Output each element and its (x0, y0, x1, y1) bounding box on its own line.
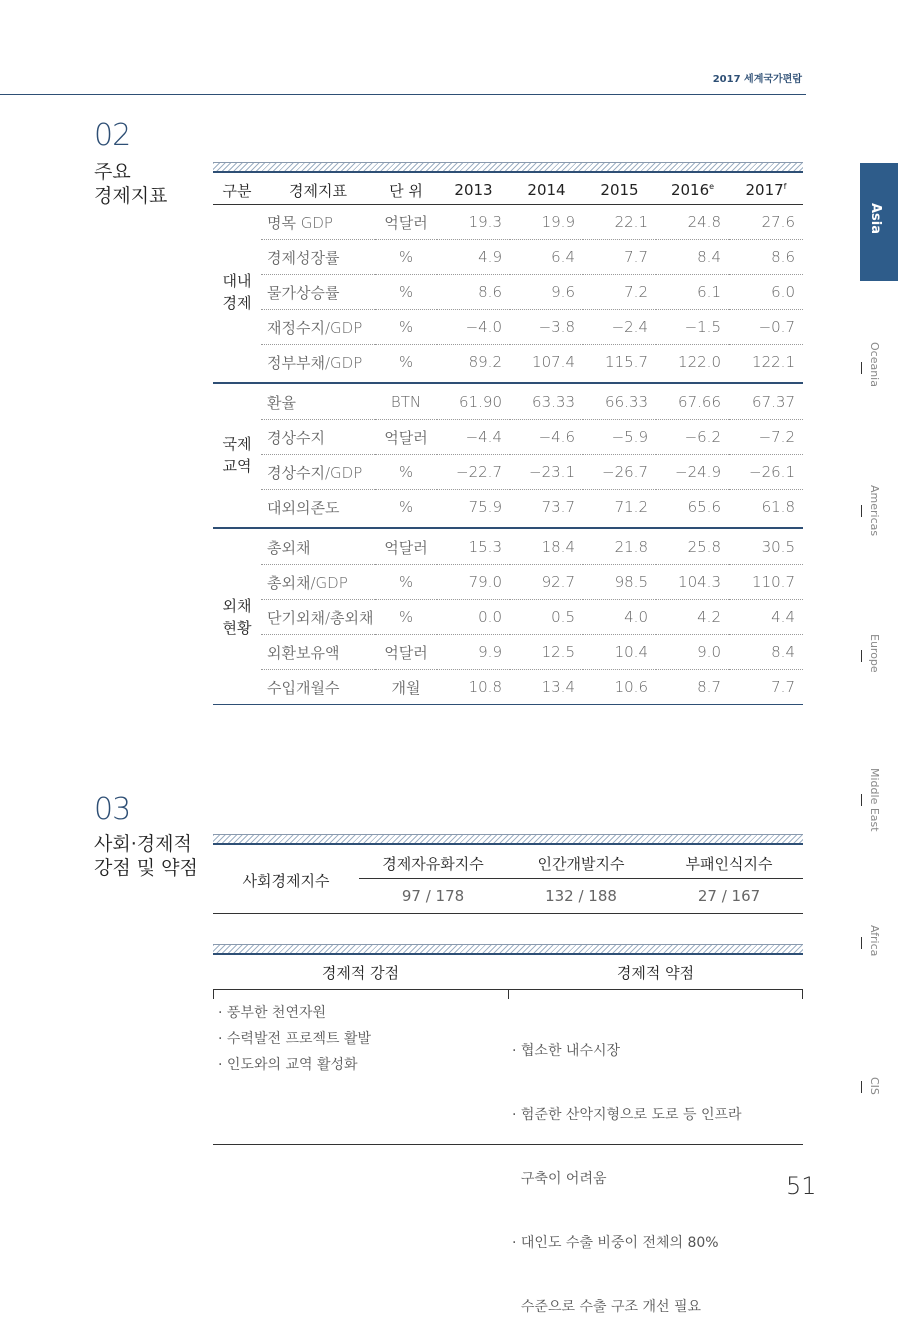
value-cell: 104.3 (656, 565, 729, 600)
tab-label: Asia (868, 203, 883, 235)
group-label (213, 530, 261, 705)
table-row (213, 345, 803, 380)
value-cell: 30.5 (729, 530, 803, 565)
value-cell: 10.8 (468, 678, 502, 696)
column-header: 2013 (437, 176, 510, 205)
value-cell: −3.8 (510, 310, 583, 345)
book-title: 2017 세계국가편람 (712, 74, 802, 85)
page-number: 51 (786, 1172, 817, 1200)
value-cell: 9.9 (437, 635, 510, 670)
value-cell: 65.6 (687, 498, 721, 516)
value-cell: 7.7 (771, 678, 795, 696)
value-cell: 0.5 (510, 600, 583, 635)
unit-cell: % (375, 565, 437, 600)
forecast-mark: f (783, 182, 787, 191)
value-cell: 75.9 (468, 498, 502, 516)
value-cell: 4.4 (729, 600, 803, 635)
strengths-title: 경제적 강점 (321, 964, 400, 982)
unit-cell: 억달러 (375, 420, 437, 455)
value-cell: 12.5 (510, 635, 583, 670)
value-cell: 110.7 (729, 565, 803, 600)
unit-cell: 개월 (391, 678, 421, 697)
table-row (213, 310, 803, 345)
value-cell: 22.1 (583, 205, 656, 240)
value-cell: 6.1 (656, 275, 729, 310)
value-cell: 10.6 (614, 678, 648, 696)
table-row (213, 490, 803, 525)
unit-cell: % (398, 498, 414, 516)
social-index-table (213, 848, 803, 914)
value-cell: 8.6 (437, 275, 510, 310)
value-cell: 115.7 (605, 353, 648, 371)
strengths-list (218, 1000, 503, 1078)
tab-africa[interactable]: Africa (868, 925, 881, 957)
tab-asia[interactable] (860, 163, 898, 281)
group-label-line: 현황 (222, 619, 252, 637)
table-row (213, 385, 803, 420)
value-cell: 21.8 (583, 530, 656, 565)
column-header: 2014 (510, 176, 583, 205)
list-item: 구축이 어려움 (512, 1171, 607, 1187)
table-top-rule (213, 171, 803, 173)
column-header: 2015 (583, 176, 656, 205)
estimate-mark: e (709, 182, 715, 191)
indicator-cell: 환율 (261, 385, 375, 420)
value-cell: 71.2 (614, 498, 648, 516)
value-cell: −0.7 (729, 310, 803, 345)
table-row (213, 565, 803, 600)
tab-oceania[interactable]: Oceania (868, 342, 881, 387)
value-cell: 19.3 (437, 205, 510, 240)
list-item: · 대인도 수출 비중이 전체의 80% (512, 1235, 719, 1251)
tab-middle-east[interactable]: Middle East (868, 768, 881, 832)
year-label: 2017 (745, 181, 784, 199)
indicator-cell: 단기외채/총외채 (261, 600, 375, 635)
group-label-line: 대내 (222, 272, 252, 290)
column-header: 구분 (213, 176, 261, 205)
index-value: 132 / 188 (507, 879, 655, 914)
value-cell: 61.90 (437, 385, 510, 420)
value-cell: 66.33 (583, 385, 656, 420)
weaknesses-title: 경제적 약점 (616, 964, 695, 982)
value-cell: −1.5 (656, 310, 729, 345)
indicator-cell: 총외채/GDP (261, 565, 375, 600)
index-label: 경제자유화지수 (359, 848, 507, 879)
value-cell: 25.8 (656, 530, 729, 565)
value-cell: 6.0 (729, 275, 803, 310)
value-cell: −22.7 (437, 455, 510, 490)
sw-tick (508, 989, 509, 999)
value-cell: 6.4 (510, 240, 583, 275)
value-cell: 0.0 (437, 600, 510, 635)
indicator-cell: 대외의존도 (267, 498, 340, 517)
social-top-rule (213, 843, 803, 845)
table-row (213, 240, 803, 275)
value-cell: 63.33 (510, 385, 583, 420)
unit-cell: % (375, 275, 437, 310)
economic-indicators-table (213, 176, 803, 706)
weaknesses-list (512, 1000, 802, 1339)
value-cell: −24.9 (656, 455, 729, 490)
unit-cell: 억달러 (375, 530, 437, 565)
group-label (213, 385, 261, 524)
list-item: · 수력발전 프로젝트 활발 (218, 1031, 372, 1047)
tab-europe[interactable]: Europe (868, 634, 881, 673)
value-cell: −4.4 (437, 420, 510, 455)
unit-cell: % (375, 310, 437, 345)
table-row (213, 635, 803, 670)
index-value: 97 / 178 (359, 879, 507, 914)
value-cell: 9.0 (656, 635, 729, 670)
column-header: 단 위 (375, 176, 437, 205)
group-label-line: 교역 (222, 456, 252, 475)
table-header-row (213, 176, 803, 205)
list-item: · 협소한 내수시장 (512, 1043, 621, 1059)
column-header (729, 176, 803, 205)
value-cell: 89.2 (468, 353, 502, 371)
table-bottom-rule (213, 705, 803, 707)
value-cell: 27.6 (729, 205, 803, 240)
indicator-cell: 경상수지/GDP (261, 455, 375, 490)
unit-cell: BTN (375, 385, 437, 420)
indicator-cell: 경상수지 (261, 420, 375, 455)
indicator-cell: 정부부채/GDP (267, 353, 363, 372)
unit-cell: 억달러 (375, 635, 437, 670)
column-header (656, 176, 729, 205)
value-cell: 79.0 (437, 565, 510, 600)
column-header: 경제지표 (261, 176, 375, 205)
table-row (213, 600, 803, 635)
sw-bottom-rule (213, 1144, 803, 1145)
value-cell: −7.2 (729, 420, 803, 455)
tab-tick (861, 505, 862, 517)
index-label: 인간개발지수 (507, 848, 655, 879)
value-cell: 122.0 (678, 353, 721, 371)
section-title-line: 강점 및 약점 (94, 857, 198, 879)
value-cell: 7.7 (583, 240, 656, 275)
value-cell: −2.4 (583, 310, 656, 345)
tab-tick (861, 650, 862, 662)
value-cell: 8.4 (729, 635, 803, 670)
value-cell: 61.8 (761, 498, 795, 516)
value-cell: 8.7 (697, 678, 721, 696)
sw-tick (802, 989, 803, 999)
table-row (213, 670, 803, 705)
value-cell: 4.9 (437, 240, 510, 275)
value-cell: 18.4 (510, 530, 583, 565)
value-cell: 10.4 (583, 635, 656, 670)
tab-tick (861, 937, 862, 949)
table-row (213, 420, 803, 455)
value-cell: 13.4 (541, 678, 575, 696)
list-item: · 인도와의 교역 활성화 (218, 1057, 358, 1073)
value-cell: 15.3 (437, 530, 510, 565)
tab-tick (861, 1081, 862, 1093)
tab-tick (861, 794, 862, 806)
value-cell: 4.2 (656, 600, 729, 635)
list-item: 수준으로 수출 구조 개선 필요 (512, 1299, 701, 1315)
tab-americas[interactable]: Americas (868, 485, 881, 537)
value-cell: −26.7 (583, 455, 656, 490)
table-row (213, 530, 803, 565)
value-cell: 4.0 (583, 600, 656, 635)
unit-cell: % (375, 240, 437, 275)
value-cell: −26.1 (729, 455, 803, 490)
indicator-cell: 수입개월수 (267, 678, 340, 697)
value-cell: −6.2 (656, 420, 729, 455)
indicator-cell: 명목 GDP (261, 205, 375, 240)
index-label: 부패인식지수 (655, 848, 803, 879)
section-number: 03 (94, 792, 131, 827)
indicator-cell: 총외채 (261, 530, 375, 565)
list-item: · 풍부한 천연자원 (218, 1005, 327, 1021)
value-cell: −5.9 (583, 420, 656, 455)
value-cell: 73.7 (541, 498, 575, 516)
value-cell: −4.0 (437, 310, 510, 345)
value-cell: 92.7 (510, 565, 583, 600)
sw-top-rule (213, 953, 803, 955)
group-label (213, 205, 261, 380)
row-label: 사회경제지수 (213, 848, 359, 914)
indicator-cell: 물가상승률 (261, 275, 375, 310)
value-cell: −4.6 (510, 420, 583, 455)
sw-tick (213, 989, 214, 999)
value-cell: 7.2 (583, 275, 656, 310)
group-label-line: 외채 (222, 597, 252, 615)
value-cell: −23.1 (510, 455, 583, 490)
unit-cell: 억달러 (375, 205, 437, 240)
value-cell: 8.4 (656, 240, 729, 275)
value-cell: 98.5 (583, 565, 656, 600)
tab-cis[interactable]: CIS (868, 1077, 881, 1095)
value-cell: 9.6 (510, 275, 583, 310)
list-item: · 험준한 산악지형으로 도로 등 인프라 (512, 1107, 742, 1123)
group-label-line: 경제 (222, 294, 252, 312)
year-label: 2016 (670, 181, 710, 199)
section-title-line: 사회·경제적 (94, 833, 192, 855)
table-row (213, 275, 803, 310)
tab-tick (861, 362, 862, 374)
section-title-line: 주요 (94, 161, 131, 183)
section-title-line: 경제지표 (94, 185, 168, 207)
unit-cell: % (375, 455, 437, 490)
index-value: 27 / 167 (655, 879, 803, 914)
value-cell: 24.8 (656, 205, 729, 240)
value-cell: 67.66 (656, 385, 729, 420)
header-rule (0, 94, 806, 95)
value-cell: 107.4 (532, 353, 575, 371)
table-row (213, 455, 803, 490)
unit-cell: % (375, 600, 437, 635)
unit-cell: % (398, 353, 414, 371)
value-cell: 122.1 (752, 353, 795, 371)
table-row (213, 205, 803, 240)
section-title (94, 832, 198, 880)
value-cell: 8.6 (729, 240, 803, 275)
value-cell: 67.37 (729, 385, 803, 420)
group-label-line: 국제 (222, 434, 252, 453)
indicator-cell: 외환보유액 (261, 635, 375, 670)
indicator-cell: 경제성장률 (261, 240, 375, 275)
value-cell: 19.9 (510, 205, 583, 240)
section-title (94, 160, 167, 208)
section-number: 02 (94, 118, 131, 153)
indicator-cell: 재정수지/GDP (261, 310, 375, 345)
